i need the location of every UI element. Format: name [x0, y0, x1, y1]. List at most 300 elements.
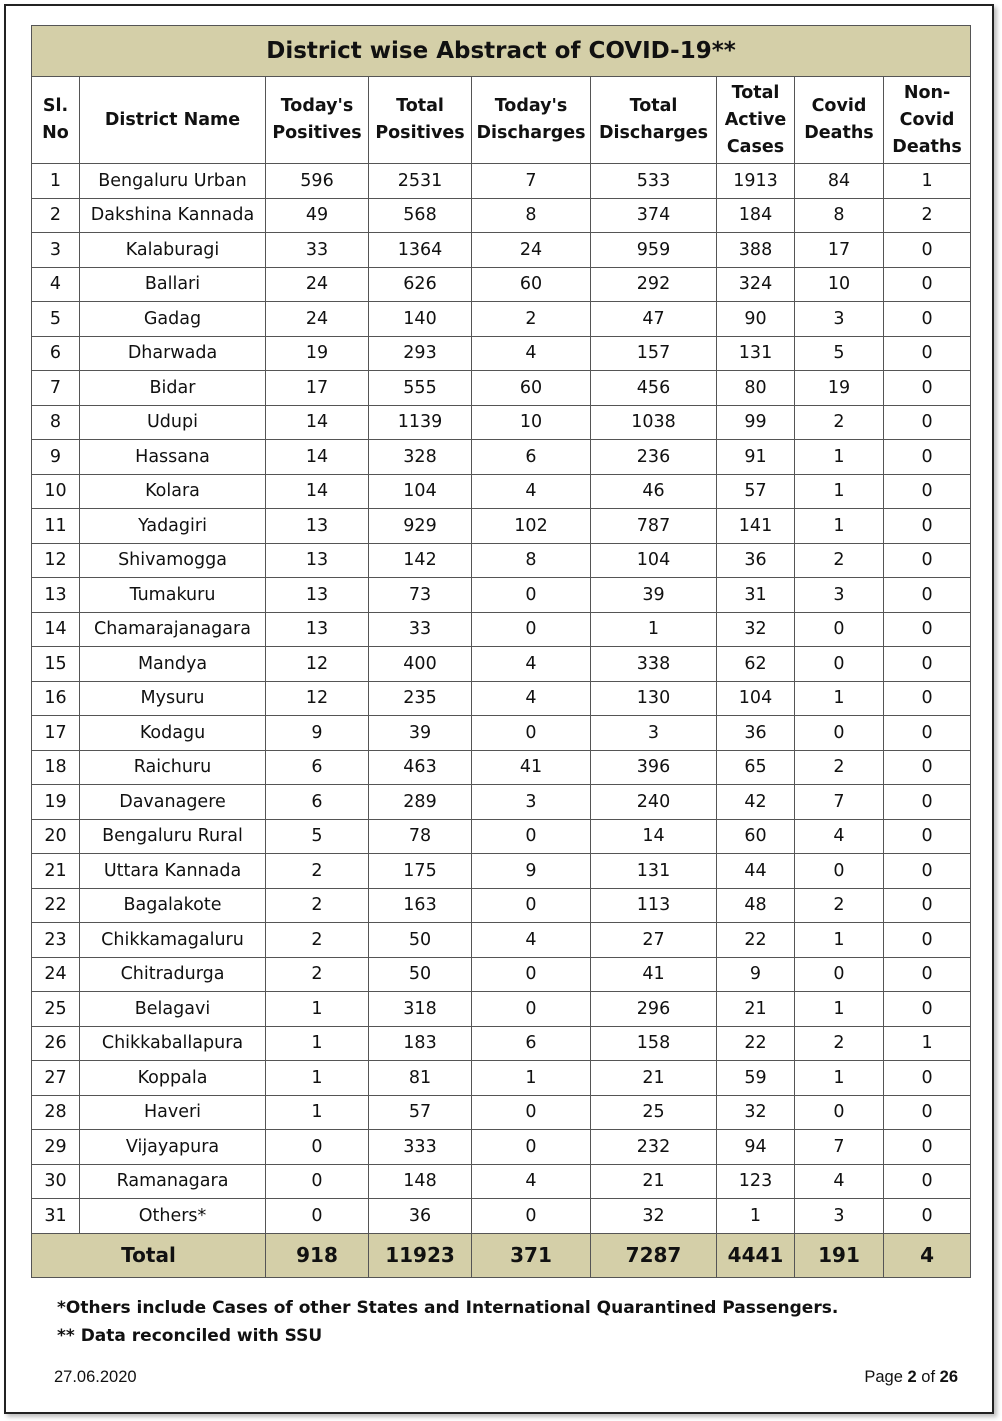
cell-total-positives: 929	[369, 509, 472, 544]
cell-total-discharges: 158	[591, 1026, 717, 1061]
table-row	[32, 992, 971, 1027]
cell-covid-deaths: 2	[795, 750, 884, 785]
table-row	[32, 647, 971, 682]
cell-non-covid-deaths: 0	[884, 957, 971, 992]
cell-total-active-cases: 94	[717, 1130, 795, 1165]
table-row	[32, 1061, 971, 1096]
cell-district-name: Belagavi	[80, 992, 266, 1027]
table-row	[32, 716, 971, 751]
cell-covid-deaths: 5	[795, 336, 884, 371]
cell-sl-no: 17	[32, 716, 80, 751]
cell-covid-deaths: 2	[795, 405, 884, 440]
cell-total-positives: 39	[369, 716, 472, 751]
cell-sl-no: 23	[32, 923, 80, 958]
cell-total-discharges: 131	[591, 854, 717, 889]
cell-sl-no: 21	[32, 854, 80, 889]
cell-non-covid-deaths: 0	[884, 302, 971, 337]
cell-non-covid-deaths: 0	[884, 854, 971, 889]
cell-district-name: Bagalakote	[80, 888, 266, 923]
cell-todays-discharges: 60	[472, 267, 591, 302]
cell-district-name: Chitradurga	[80, 957, 266, 992]
cell-todays-discharges: 4	[472, 1164, 591, 1199]
cell-todays-discharges: 0	[472, 888, 591, 923]
cell-todays-discharges: 6	[472, 440, 591, 475]
cell-covid-deaths: 2	[795, 888, 884, 923]
table-row	[32, 543, 971, 578]
cell-covid-deaths: 0	[795, 612, 884, 647]
cell-total-active-cases: 22	[717, 1026, 795, 1061]
cell-todays-positives: 14	[266, 405, 369, 440]
cell-todays-positives: 1	[266, 1061, 369, 1096]
cell-non-covid-deaths: 0	[884, 923, 971, 958]
cell-sl-no: 1	[32, 164, 80, 199]
cell-district-name: Kalaburagi	[80, 233, 266, 268]
cell-todays-positives: 12	[266, 647, 369, 682]
cell-total-discharges: 41	[591, 957, 717, 992]
cell-total-discharges: 157	[591, 336, 717, 371]
table-row	[32, 1026, 971, 1061]
cell-total-positives: 33	[369, 612, 472, 647]
cell-sl-no: 15	[32, 647, 80, 682]
cell-covid-deaths: 1	[795, 474, 884, 509]
cell-total-active-cases: 59	[717, 1061, 795, 1096]
table-row	[32, 1164, 971, 1199]
cell-total-active-cases: 32	[717, 1095, 795, 1130]
total-total-discharges: 7287	[591, 1233, 717, 1277]
cell-total-active-cases: 60	[717, 819, 795, 854]
cell-non-covid-deaths: 0	[884, 405, 971, 440]
page-indicator: Page 2 of 26	[864, 1368, 958, 1386]
cell-district-name: Dharwada	[80, 336, 266, 371]
cell-todays-discharges: 10	[472, 405, 591, 440]
cell-sl-no: 7	[32, 371, 80, 406]
cell-total-discharges: 232	[591, 1130, 717, 1165]
cell-todays-discharges: 0	[472, 612, 591, 647]
cell-sl-no: 11	[32, 509, 80, 544]
cell-total-discharges: 296	[591, 992, 717, 1027]
cell-todays-discharges: 0	[472, 716, 591, 751]
cell-covid-deaths: 0	[795, 957, 884, 992]
cell-total-active-cases: 32	[717, 612, 795, 647]
cell-non-covid-deaths: 0	[884, 336, 971, 371]
cell-total-positives: 50	[369, 957, 472, 992]
cell-district-name: Gadag	[80, 302, 266, 337]
header-todays-positives: Today's Positives	[266, 77, 369, 164]
table-row	[32, 888, 971, 923]
cell-total-discharges: 14	[591, 819, 717, 854]
cell-total-discharges: 21	[591, 1164, 717, 1199]
cell-total-discharges: 27	[591, 923, 717, 958]
cell-total-active-cases: 141	[717, 509, 795, 544]
cell-non-covid-deaths: 0	[884, 267, 971, 302]
cell-covid-deaths: 0	[795, 716, 884, 751]
table-row	[32, 785, 971, 820]
total-todays-discharges: 371	[472, 1233, 591, 1277]
page-total: 26	[939, 1368, 958, 1386]
cell-total-discharges: 3	[591, 716, 717, 751]
cell-total-active-cases: 324	[717, 267, 795, 302]
table-row	[32, 612, 971, 647]
cell-total-active-cases: 1913	[717, 164, 795, 199]
cell-todays-discharges: 4	[472, 474, 591, 509]
cell-todays-discharges: 41	[472, 750, 591, 785]
header-sl-no: Sl. No	[32, 77, 80, 164]
cell-total-discharges: 46	[591, 474, 717, 509]
cell-sl-no: 27	[32, 1061, 80, 1096]
cell-covid-deaths: 19	[795, 371, 884, 406]
cell-total-active-cases: 91	[717, 440, 795, 475]
cell-total-positives: 333	[369, 1130, 472, 1165]
cell-total-discharges: 1	[591, 612, 717, 647]
cell-non-covid-deaths: 0	[884, 509, 971, 544]
cell-total-active-cases: 9	[717, 957, 795, 992]
cell-district-name: Bidar	[80, 371, 266, 406]
cell-todays-discharges: 1	[472, 1061, 591, 1096]
cell-total-positives: 57	[369, 1095, 472, 1130]
cell-total-discharges: 104	[591, 543, 717, 578]
cell-total-positives: 104	[369, 474, 472, 509]
header-total-discharges: Total Discharges	[591, 77, 717, 164]
cell-sl-no: 16	[32, 681, 80, 716]
table-row	[32, 371, 971, 406]
cell-non-covid-deaths: 0	[884, 233, 971, 268]
total-covid-deaths: 191	[795, 1233, 884, 1277]
table-row	[32, 267, 971, 302]
cell-todays-discharges: 0	[472, 819, 591, 854]
cell-district-name: Haveri	[80, 1095, 266, 1130]
cell-total-discharges: 396	[591, 750, 717, 785]
total-row	[32, 1233, 971, 1277]
cell-todays-discharges: 7	[472, 164, 591, 199]
cell-district-name: Vijayapura	[80, 1130, 266, 1165]
cell-total-discharges: 236	[591, 440, 717, 475]
table-row	[32, 819, 971, 854]
cell-covid-deaths: 1	[795, 681, 884, 716]
cell-todays-positives: 2	[266, 957, 369, 992]
cell-total-active-cases: 388	[717, 233, 795, 268]
cell-total-positives: 163	[369, 888, 472, 923]
cell-total-positives: 81	[369, 1061, 472, 1096]
cell-district-name: Mysuru	[80, 681, 266, 716]
header-total-active-cases: Total Active Cases	[717, 77, 795, 164]
cell-covid-deaths: 2	[795, 1026, 884, 1061]
cell-sl-no: 19	[32, 785, 80, 820]
cell-district-name: Uttara Kannada	[80, 854, 266, 889]
cell-covid-deaths: 2	[795, 543, 884, 578]
cell-todays-positives: 2	[266, 923, 369, 958]
cell-non-covid-deaths: 0	[884, 1130, 971, 1165]
cell-non-covid-deaths: 0	[884, 785, 971, 820]
cell-sl-no: 25	[32, 992, 80, 1027]
cell-total-positives: 2531	[369, 164, 472, 199]
title-row	[32, 26, 971, 77]
cell-todays-discharges: 4	[472, 681, 591, 716]
cell-district-name: Others*	[80, 1199, 266, 1234]
cell-total-positives: 36	[369, 1199, 472, 1234]
cell-todays-positives: 1	[266, 1095, 369, 1130]
cell-sl-no: 8	[32, 405, 80, 440]
cell-total-positives: 1139	[369, 405, 472, 440]
total-label: Total	[32, 1233, 266, 1277]
table-row	[32, 198, 971, 233]
cell-total-active-cases: 22	[717, 923, 795, 958]
cell-total-active-cases: 90	[717, 302, 795, 337]
cell-total-discharges: 25	[591, 1095, 717, 1130]
header-todays-discharges: Today's Discharges	[472, 77, 591, 164]
cell-total-discharges: 32	[591, 1199, 717, 1234]
cell-todays-discharges: 8	[472, 543, 591, 578]
cell-total-active-cases: 184	[717, 198, 795, 233]
cell-total-discharges: 374	[591, 198, 717, 233]
cell-total-positives: 289	[369, 785, 472, 820]
cell-district-name: Kolara	[80, 474, 266, 509]
cell-sl-no: 28	[32, 1095, 80, 1130]
cell-covid-deaths: 10	[795, 267, 884, 302]
cell-todays-discharges: 0	[472, 1199, 591, 1234]
table-row	[32, 1095, 971, 1130]
cell-todays-positives: 6	[266, 785, 369, 820]
cell-todays-positives: 1	[266, 992, 369, 1027]
cell-todays-positives: 24	[266, 302, 369, 337]
cell-total-discharges: 21	[591, 1061, 717, 1096]
table-row	[32, 1199, 971, 1234]
cell-total-positives: 1364	[369, 233, 472, 268]
cell-todays-positives: 14	[266, 474, 369, 509]
cell-total-positives: 318	[369, 992, 472, 1027]
cell-sl-no: 9	[32, 440, 80, 475]
cell-total-active-cases: 99	[717, 405, 795, 440]
cell-todays-positives: 5	[266, 819, 369, 854]
table-row	[32, 923, 971, 958]
cell-todays-positives: 17	[266, 371, 369, 406]
cell-total-active-cases: 48	[717, 888, 795, 923]
cell-total-discharges: 456	[591, 371, 717, 406]
cell-district-name: Bengaluru Rural	[80, 819, 266, 854]
cell-non-covid-deaths: 1	[884, 1026, 971, 1061]
cell-total-discharges: 113	[591, 888, 717, 923]
cell-total-active-cases: 80	[717, 371, 795, 406]
cell-sl-no: 24	[32, 957, 80, 992]
cell-covid-deaths: 1	[795, 509, 884, 544]
cell-district-name: Ramanagara	[80, 1164, 266, 1199]
table-row	[32, 578, 971, 613]
cell-district-name: Yadagiri	[80, 509, 266, 544]
cell-todays-discharges: 4	[472, 923, 591, 958]
table-row	[32, 440, 971, 475]
cell-non-covid-deaths: 0	[884, 1164, 971, 1199]
cell-total-positives: 463	[369, 750, 472, 785]
cell-total-discharges: 1038	[591, 405, 717, 440]
cell-non-covid-deaths: 1	[884, 164, 971, 199]
cell-total-active-cases: 42	[717, 785, 795, 820]
cell-sl-no: 29	[32, 1130, 80, 1165]
cell-covid-deaths: 1	[795, 923, 884, 958]
table-row	[32, 474, 971, 509]
cell-covid-deaths: 0	[795, 854, 884, 889]
cell-total-active-cases: 36	[717, 716, 795, 751]
cell-todays-discharges: 0	[472, 957, 591, 992]
cell-total-discharges: 787	[591, 509, 717, 544]
cell-total-active-cases: 31	[717, 578, 795, 613]
cell-todays-discharges: 6	[472, 1026, 591, 1061]
cell-sl-no: 20	[32, 819, 80, 854]
page-current: 2	[907, 1368, 917, 1386]
cell-non-covid-deaths: 0	[884, 647, 971, 682]
cell-total-discharges: 959	[591, 233, 717, 268]
cell-covid-deaths: 3	[795, 302, 884, 337]
cell-non-covid-deaths: 0	[884, 819, 971, 854]
cell-todays-positives: 2	[266, 854, 369, 889]
cell-todays-discharges: 2	[472, 302, 591, 337]
cell-non-covid-deaths: 0	[884, 474, 971, 509]
cell-todays-positives: 33	[266, 233, 369, 268]
cell-todays-positives: 0	[266, 1199, 369, 1234]
table-row	[32, 164, 971, 199]
cell-covid-deaths: 1	[795, 992, 884, 1027]
cell-covid-deaths: 0	[795, 647, 884, 682]
cell-todays-discharges: 0	[472, 992, 591, 1027]
cell-todays-positives: 12	[266, 681, 369, 716]
cell-sl-no: 14	[32, 612, 80, 647]
cell-total-positives: 50	[369, 923, 472, 958]
cell-sl-no: 18	[32, 750, 80, 785]
header-row	[32, 77, 971, 164]
cell-todays-positives: 19	[266, 336, 369, 371]
table-row	[32, 302, 971, 337]
cell-total-active-cases: 21	[717, 992, 795, 1027]
cell-covid-deaths: 1	[795, 440, 884, 475]
cell-district-name: Chamarajanagara	[80, 612, 266, 647]
cell-todays-discharges: 9	[472, 854, 591, 889]
cell-todays-discharges: 60	[472, 371, 591, 406]
cell-total-positives: 626	[369, 267, 472, 302]
cell-total-active-cases: 131	[717, 336, 795, 371]
cell-district-name: Chikkamagaluru	[80, 923, 266, 958]
cell-covid-deaths: 7	[795, 1130, 884, 1165]
cell-non-covid-deaths: 0	[884, 888, 971, 923]
header-total-positives: Total Positives	[369, 77, 472, 164]
cell-non-covid-deaths: 0	[884, 371, 971, 406]
cell-todays-discharges: 0	[472, 1130, 591, 1165]
cell-district-name: Udupi	[80, 405, 266, 440]
cell-todays-positives: 0	[266, 1130, 369, 1165]
cell-covid-deaths: 4	[795, 1164, 884, 1199]
cell-covid-deaths: 1	[795, 1061, 884, 1096]
cell-total-positives: 328	[369, 440, 472, 475]
cell-district-name: Bengaluru Urban	[80, 164, 266, 199]
total-active-cases: 4441	[717, 1233, 795, 1277]
cell-total-positives: 73	[369, 578, 472, 613]
cell-todays-positives: 13	[266, 612, 369, 647]
header-covid-deaths: Covid Deaths	[795, 77, 884, 164]
cell-total-positives: 400	[369, 647, 472, 682]
cell-todays-positives: 2	[266, 888, 369, 923]
footnote-others: *Others include Cases of other States and International Quarantined Passengers.	[57, 1298, 839, 1318]
cell-non-covid-deaths: 0	[884, 716, 971, 751]
cell-district-name: Tumakuru	[80, 578, 266, 613]
total-total-positives: 11923	[369, 1233, 472, 1277]
cell-todays-discharges: 4	[472, 647, 591, 682]
cell-non-covid-deaths: 0	[884, 681, 971, 716]
cell-district-name: Mandya	[80, 647, 266, 682]
cell-non-covid-deaths: 0	[884, 992, 971, 1027]
total-non-covid-deaths: 4	[884, 1233, 971, 1277]
cell-non-covid-deaths: 0	[884, 612, 971, 647]
table-row	[32, 336, 971, 371]
cell-sl-no: 3	[32, 233, 80, 268]
cell-todays-positives: 596	[266, 164, 369, 199]
table-row	[32, 854, 971, 889]
cell-district-name: Chikkaballapura	[80, 1026, 266, 1061]
cell-total-positives: 78	[369, 819, 472, 854]
table-title: District wise Abstract of COVID-19**	[32, 26, 971, 77]
cell-todays-positives: 49	[266, 198, 369, 233]
cell-total-discharges: 292	[591, 267, 717, 302]
cell-total-positives: 148	[369, 1164, 472, 1199]
cell-district-name: Ballari	[80, 267, 266, 302]
cell-sl-no: 22	[32, 888, 80, 923]
cell-total-positives: 293	[369, 336, 472, 371]
cell-total-active-cases: 62	[717, 647, 795, 682]
cell-todays-positives: 1	[266, 1026, 369, 1061]
table-row	[32, 681, 971, 716]
cell-sl-no: 6	[32, 336, 80, 371]
cell-sl-no: 2	[32, 198, 80, 233]
table-row	[32, 405, 971, 440]
table-body	[32, 164, 971, 1234]
cell-covid-deaths: 3	[795, 1199, 884, 1234]
cell-covid-deaths: 3	[795, 578, 884, 613]
cell-todays-positives: 13	[266, 543, 369, 578]
cell-sl-no: 31	[32, 1199, 80, 1234]
cell-district-name: Dakshina Kannada	[80, 198, 266, 233]
table-row	[32, 1130, 971, 1165]
table-row	[32, 509, 971, 544]
cell-total-active-cases: 36	[717, 543, 795, 578]
cell-non-covid-deaths: 0	[884, 440, 971, 475]
cell-district-name: Raichuru	[80, 750, 266, 785]
cell-total-discharges: 130	[591, 681, 717, 716]
cell-non-covid-deaths: 0	[884, 1061, 971, 1096]
cell-sl-no: 30	[32, 1164, 80, 1199]
cell-todays-positives: 6	[266, 750, 369, 785]
cell-todays-positives: 24	[266, 267, 369, 302]
total-todays-positives: 918	[266, 1233, 369, 1277]
cell-todays-positives: 14	[266, 440, 369, 475]
cell-total-positives: 568	[369, 198, 472, 233]
cell-total-active-cases: 123	[717, 1164, 795, 1199]
cell-total-positives: 555	[369, 371, 472, 406]
cell-total-positives: 175	[369, 854, 472, 889]
cell-district-name: Koppala	[80, 1061, 266, 1096]
cell-todays-positives: 13	[266, 578, 369, 613]
cell-total-active-cases: 65	[717, 750, 795, 785]
cell-total-discharges: 533	[591, 164, 717, 199]
cell-total-discharges: 47	[591, 302, 717, 337]
cell-non-covid-deaths: 2	[884, 198, 971, 233]
header-non-covid-deaths: Non- Covid Deaths	[884, 77, 971, 164]
cell-todays-discharges: 0	[472, 578, 591, 613]
cell-sl-no: 5	[32, 302, 80, 337]
cell-todays-positives: 0	[266, 1164, 369, 1199]
cell-sl-no: 26	[32, 1026, 80, 1061]
cell-total-discharges: 338	[591, 647, 717, 682]
cell-sl-no: 4	[32, 267, 80, 302]
table-row	[32, 233, 971, 268]
cell-total-active-cases: 57	[717, 474, 795, 509]
cell-todays-positives: 9	[266, 716, 369, 751]
footnote-reconciled: ** Data reconciled with SSU	[57, 1326, 323, 1346]
